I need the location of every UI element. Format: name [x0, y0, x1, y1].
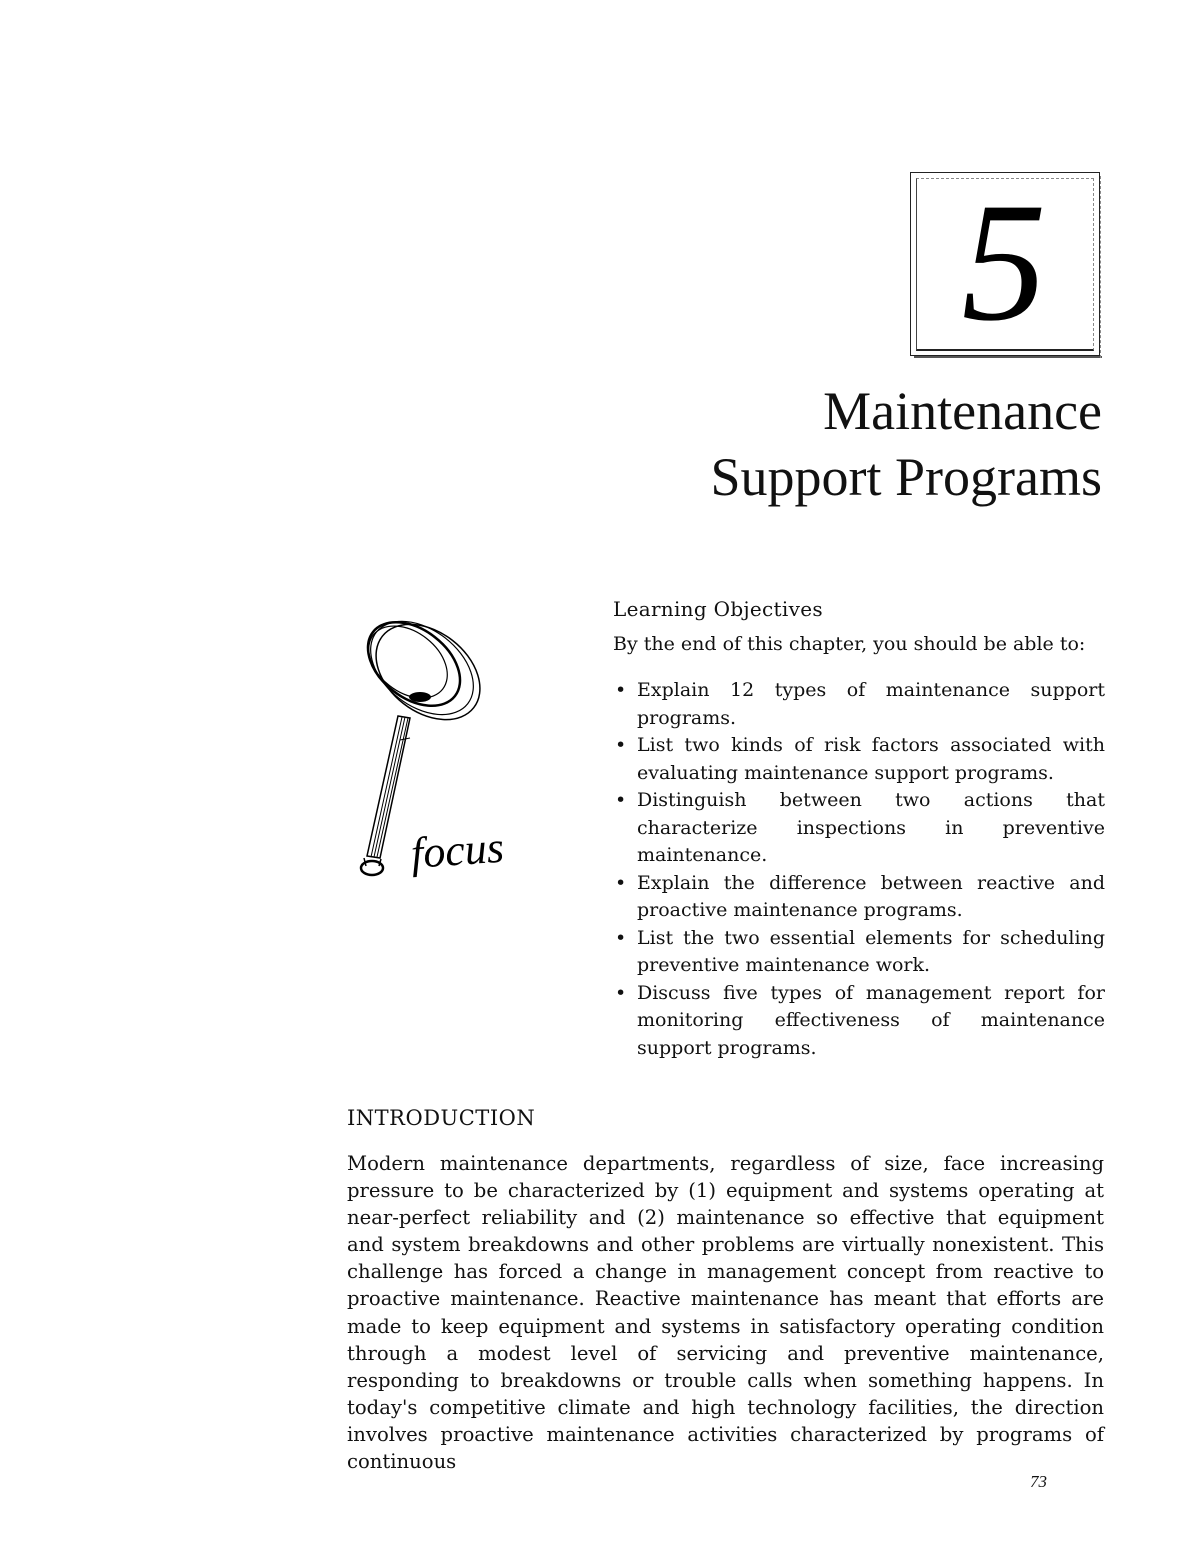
bullet: • [615, 734, 627, 756]
bullet: • [615, 679, 627, 701]
chapter-title [711, 378, 1103, 510]
bullet: • [615, 981, 627, 1004]
magnifying-glass-icon [350, 620, 510, 890]
focus-label: focus [409, 822, 506, 878]
list-item [613, 732, 1105, 787]
objectives-title: Learning Objectives [613, 597, 823, 621]
chapter-title-line-2: Support Programs [710, 447, 1102, 507]
list-item [613, 677, 1105, 732]
bullet: • [615, 871, 627, 894]
list-item [613, 787, 1105, 870]
chapter-number-box [910, 168, 1102, 358]
learning-objectives [613, 597, 1105, 1062]
objective-text: Discuss five types of management report for monitoring effectiveness of maintenance support programs. [637, 981, 1105, 1059]
list-item [613, 980, 1105, 1063]
chapter-box-shadow-right [1100, 176, 1103, 358]
focus-graphic [350, 620, 510, 890]
chapter-box-shadow-bottom [914, 356, 1102, 358]
chapter-number: 5 [961, 168, 1047, 356]
bullet: • [615, 789, 627, 811]
introduction-paragraph: Modern maintenance departments, regardless of size, face increasing pressure to be characterized by (1) equipment and systems operating at near-perfect reliability and (2) maintenance so effective that equipment and system breakdowns and other problems are virtually nonexistent. This challenge has forced a change in management concept from reactive to proactive maintenance. Reactive maintenance has meant that efforts are made to keep equipment and systems in satisfactory operating condition through a modest level of servicing and preventive maintenance, responding to breakdowns or trouble calls when something happens. In today's competitive climate and high technology facilities, the direction involves proactive maintenance activities characterized by programs of continuous [347, 1152, 1104, 1474]
objective-text: Explain 12 types of maintenance support programs. [637, 679, 1105, 729]
objective-text: Explain the difference between reactive and proactive maintenance programs. [637, 871, 1105, 921]
objective-text: List two kinds of risk factors associated with evaluating maintenance support programs. [637, 734, 1105, 784]
list-item [613, 925, 1105, 980]
objective-text: List the two essential elements for scheduling preventive maintenance work. [637, 926, 1105, 976]
page-number: 73 [1030, 1472, 1047, 1491]
list-item [613, 870, 1105, 925]
introduction-heading: INTRODUCTION [347, 1106, 536, 1130]
bullet: • [615, 926, 627, 949]
objective-text: Distinguish between two actions that characterize inspections in preventive maintenance. [637, 789, 1105, 866]
objectives-list [613, 677, 1105, 1062]
chapter-title-line-1: Maintenance [823, 381, 1102, 441]
objectives-intro: By the end of this chapter, you should be able to: [613, 633, 1086, 655]
